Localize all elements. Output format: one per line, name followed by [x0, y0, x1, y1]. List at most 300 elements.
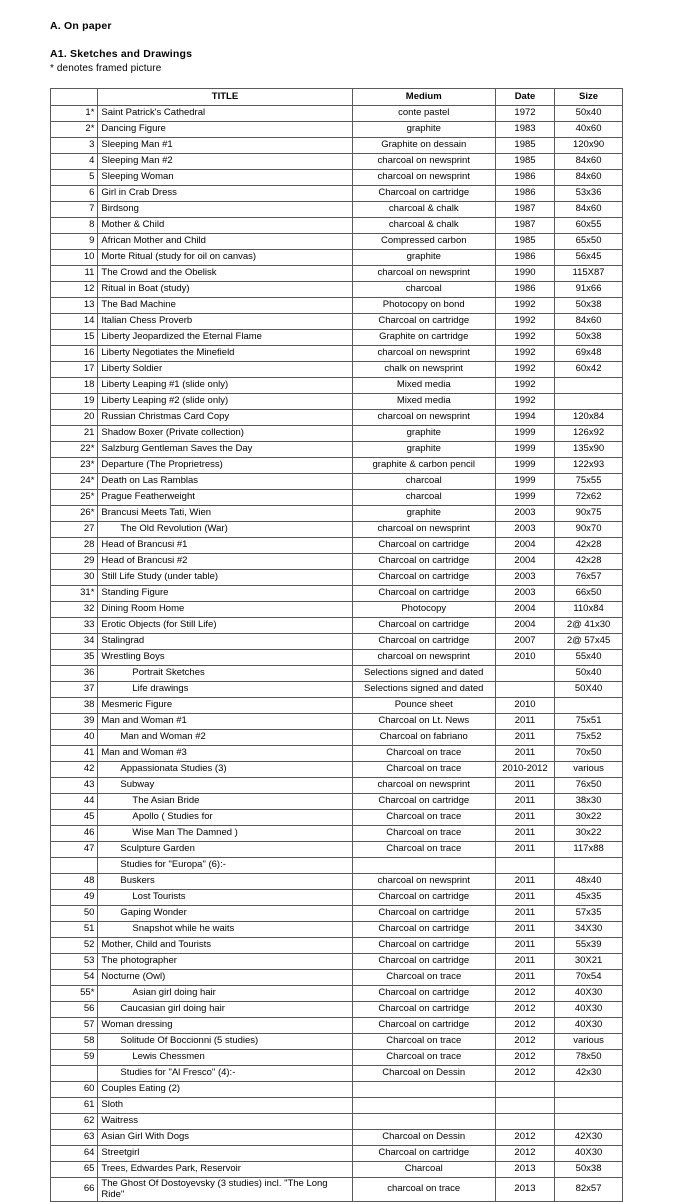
- cell-number: 20: [51, 410, 98, 426]
- cell-medium: Charcoal on Lt. News: [352, 714, 495, 730]
- cell-date: 1987: [495, 202, 554, 218]
- cell-medium: charcoal on newsprint: [352, 410, 495, 426]
- cell-medium: charcoal on trace: [352, 1178, 495, 1202]
- cell-medium: Mixed media: [352, 394, 495, 410]
- table-row: [51, 234, 623, 250]
- cell-title: Liberty Soldier: [98, 362, 352, 378]
- cell-date: 2011: [495, 714, 554, 730]
- cell-title: Trees, Edwardes Park, Reservoir: [98, 1162, 352, 1178]
- cell-size: 75x51: [555, 714, 623, 730]
- cell-number: 29: [51, 554, 98, 570]
- cell-title: Subway: [98, 778, 352, 794]
- cell-date: 1992: [495, 346, 554, 362]
- table-row: [51, 202, 623, 218]
- table-row: [51, 810, 623, 826]
- column-header-size: Size: [555, 89, 623, 106]
- artwork-inventory-table: [50, 88, 623, 1202]
- column-header-number: [51, 89, 98, 106]
- table-row: [51, 1018, 623, 1034]
- cell-number: 9: [51, 234, 98, 250]
- cell-title: Liberty Negotiates the Minefield: [98, 346, 352, 362]
- table-row: [51, 522, 623, 538]
- cell-number: 2*: [51, 122, 98, 138]
- cell-size: 42x30: [555, 1066, 623, 1082]
- section-heading-a1: A1. Sketches and Drawings: [50, 48, 193, 60]
- cell-number: [51, 1066, 98, 1082]
- cell-date: 2011: [495, 938, 554, 954]
- cell-title: Ritual in Boat (study): [98, 282, 352, 298]
- cell-size: 34X30: [555, 922, 623, 938]
- cell-medium: Charcoal on fabriano: [352, 730, 495, 746]
- cell-title: Asian Girl With Dogs: [98, 1130, 352, 1146]
- cell-medium: Charcoal on cartridge: [352, 314, 495, 330]
- table-row: [51, 266, 623, 282]
- cell-number: 55*: [51, 986, 98, 1002]
- cell-title: Head of Brancusi #1: [98, 538, 352, 554]
- table-row: [51, 762, 623, 778]
- cell-date: 2013: [495, 1178, 554, 1202]
- cell-title: Sculpture Garden: [98, 842, 352, 858]
- column-header-medium: Medium: [352, 89, 495, 106]
- cell-number: 45: [51, 810, 98, 826]
- cell-size: 75x55: [555, 474, 623, 490]
- cell-number: 27: [51, 522, 98, 538]
- cell-date: 2010: [495, 650, 554, 666]
- cell-size: 120x90: [555, 138, 623, 154]
- cell-title: Head of Brancusi #2: [98, 554, 352, 570]
- cell-medium: Charcoal on cartridge: [352, 922, 495, 938]
- cell-size: 40X30: [555, 1002, 623, 1018]
- cell-number: 32: [51, 602, 98, 618]
- cell-medium: Photocopy on bond: [352, 298, 495, 314]
- cell-size: 53x36: [555, 186, 623, 202]
- table-row: [51, 250, 623, 266]
- cell-title: Morte Ritual (study for oil on canvas): [98, 250, 352, 266]
- cell-medium: charcoal on newsprint: [352, 778, 495, 794]
- cell-size: [555, 394, 623, 410]
- cell-date: 1992: [495, 314, 554, 330]
- cell-number: 46: [51, 826, 98, 842]
- cell-title: Sloth: [98, 1098, 352, 1114]
- cell-medium: Charcoal on cartridge: [352, 186, 495, 202]
- cell-title: The photographer: [98, 954, 352, 970]
- cell-number: 8: [51, 218, 98, 234]
- cell-size: 60x42: [555, 362, 623, 378]
- cell-number: 13: [51, 298, 98, 314]
- cell-date: 2004: [495, 618, 554, 634]
- table-row: [51, 778, 623, 794]
- cell-date: 2011: [495, 826, 554, 842]
- cell-medium: Selections signed and dated: [352, 682, 495, 698]
- table-row: [51, 1098, 623, 1114]
- table-row: [51, 698, 623, 714]
- column-header-title: TITLE: [98, 89, 352, 106]
- cell-title: Liberty Jeopardized the Eternal Flame: [98, 330, 352, 346]
- cell-title: The Bad Machine: [98, 298, 352, 314]
- table-row: [51, 138, 623, 154]
- cell-size: 117x88: [555, 842, 623, 858]
- cell-date: 2011: [495, 874, 554, 890]
- cell-title: The Ghost Of Dostoyevsky (3 studies) incl. "The Long Ride": [98, 1178, 352, 1202]
- table-row: [51, 506, 623, 522]
- table-row: [51, 1178, 623, 1202]
- cell-date: 2010: [495, 698, 554, 714]
- cell-medium: graphite: [352, 426, 495, 442]
- table-row: [51, 554, 623, 570]
- cell-size: 50X40: [555, 682, 623, 698]
- cell-size: 38x30: [555, 794, 623, 810]
- cell-number: 57: [51, 1018, 98, 1034]
- cell-size: 65x50: [555, 234, 623, 250]
- cell-title: Standing Figure: [98, 586, 352, 602]
- cell-title: Studies for "Europa" (6):-: [98, 858, 352, 874]
- cell-date: 2003: [495, 570, 554, 586]
- cell-size: 60x55: [555, 218, 623, 234]
- cell-title: Couples Eating (2): [98, 1082, 352, 1098]
- cell-size: 48x40: [555, 874, 623, 890]
- cell-medium: Photocopy: [352, 602, 495, 618]
- cell-number: 40: [51, 730, 98, 746]
- cell-medium: Charcoal on cartridge: [352, 938, 495, 954]
- table-row: [51, 218, 623, 234]
- cell-medium: Charcoal on cartridge: [352, 554, 495, 570]
- cell-size: 2@ 57x45: [555, 634, 623, 650]
- cell-size: 66x50: [555, 586, 623, 602]
- cell-date: 1992: [495, 378, 554, 394]
- table-row: [51, 586, 623, 602]
- cell-size: 42x28: [555, 554, 623, 570]
- cell-size: 110x84: [555, 602, 623, 618]
- table-row: [51, 490, 623, 506]
- cell-size: 55x39: [555, 938, 623, 954]
- cell-date: 1999: [495, 474, 554, 490]
- cell-title: Sleeping Woman: [98, 170, 352, 186]
- cell-medium: Charcoal on cartridge: [352, 1146, 495, 1162]
- cell-date: 2012: [495, 1034, 554, 1050]
- cell-number: 6: [51, 186, 98, 202]
- cell-medium: charcoal & chalk: [352, 202, 495, 218]
- cell-medium: conte pastel: [352, 106, 495, 122]
- cell-date: 1999: [495, 490, 554, 506]
- cell-size: [555, 1082, 623, 1098]
- cell-size: 75x52: [555, 730, 623, 746]
- cell-title: Gaping Wonder: [98, 906, 352, 922]
- cell-medium: Charcoal on cartridge: [352, 1018, 495, 1034]
- table-row: [51, 858, 623, 874]
- table-row: [51, 346, 623, 362]
- cell-title: Liberty Leaping #1 (slide only): [98, 378, 352, 394]
- table-row: [51, 618, 623, 634]
- cell-number: 53: [51, 954, 98, 970]
- cell-title: Stalingrad: [98, 634, 352, 650]
- cell-title: Man and Woman #2: [98, 730, 352, 746]
- cell-number: 37: [51, 682, 98, 698]
- table-row: [51, 426, 623, 442]
- cell-medium: chalk on newsprint: [352, 362, 495, 378]
- table-row: [51, 650, 623, 666]
- cell-medium: Charcoal on cartridge: [352, 538, 495, 554]
- cell-size: [555, 1098, 623, 1114]
- cell-title: Still Life Study (under table): [98, 570, 352, 586]
- table-row: [51, 1130, 623, 1146]
- cell-medium: [352, 1082, 495, 1098]
- cell-size: 122x93: [555, 458, 623, 474]
- table-row: [51, 474, 623, 490]
- table-header-row: [51, 89, 623, 106]
- cell-date: 1999: [495, 426, 554, 442]
- cell-medium: Mixed media: [352, 378, 495, 394]
- cell-date: 1990: [495, 266, 554, 282]
- table-row: [51, 1034, 623, 1050]
- cell-title: The Old Revolution (War): [98, 522, 352, 538]
- cell-size: 42x28: [555, 538, 623, 554]
- cell-number: 31*: [51, 586, 98, 602]
- cell-size: 50x40: [555, 666, 623, 682]
- cell-size: various: [555, 1034, 623, 1050]
- cell-number: 23*: [51, 458, 98, 474]
- cell-size: 50x38: [555, 330, 623, 346]
- cell-date: [495, 858, 554, 874]
- cell-date: [495, 1114, 554, 1130]
- cell-medium: Charcoal on trace: [352, 1034, 495, 1050]
- table-row: [51, 442, 623, 458]
- cell-medium: Charcoal on cartridge: [352, 634, 495, 650]
- cell-date: 2012: [495, 1066, 554, 1082]
- table-row: [51, 938, 623, 954]
- cell-date: 2012: [495, 1018, 554, 1034]
- cell-title: Apollo ( Studies for: [98, 810, 352, 826]
- cell-medium: charcoal on newsprint: [352, 874, 495, 890]
- cell-date: [495, 666, 554, 682]
- table-row: [51, 1082, 623, 1098]
- cell-size: 30x22: [555, 810, 623, 826]
- cell-medium: charcoal on newsprint: [352, 346, 495, 362]
- cell-medium: graphite: [352, 442, 495, 458]
- cell-date: 2011: [495, 730, 554, 746]
- cell-title: Sleeping Man #1: [98, 138, 352, 154]
- table-row: [51, 602, 623, 618]
- cell-date: 2011: [495, 794, 554, 810]
- cell-date: 1986: [495, 170, 554, 186]
- cell-medium: Compressed carbon: [352, 234, 495, 250]
- cell-size: 56x45: [555, 250, 623, 266]
- table-row: [51, 874, 623, 890]
- cell-date: 2013: [495, 1162, 554, 1178]
- cell-number: 42: [51, 762, 98, 778]
- cell-title: Solitude Of Boccionni (5 studies): [98, 1034, 352, 1050]
- table-row: [51, 362, 623, 378]
- cell-size: 2@ 41x30: [555, 618, 623, 634]
- cell-size: 84x60: [555, 202, 623, 218]
- table-row: [51, 378, 623, 394]
- cell-number: 11: [51, 266, 98, 282]
- cell-size: 76x50: [555, 778, 623, 794]
- cell-title: Saint Patrick's Cathedral: [98, 106, 352, 122]
- cell-title: The Crowd and the Obelisk: [98, 266, 352, 282]
- cell-date: 2011: [495, 778, 554, 794]
- cell-medium: Charcoal on cartridge: [352, 618, 495, 634]
- cell-size: [555, 698, 623, 714]
- cell-date: 2010-2012: [495, 762, 554, 778]
- cell-date: 1994: [495, 410, 554, 426]
- cell-number: 15: [51, 330, 98, 346]
- cell-size: 40x60: [555, 122, 623, 138]
- table-row: [51, 1162, 623, 1178]
- table-row: [51, 906, 623, 922]
- cell-title: Dining Room Home: [98, 602, 352, 618]
- cell-date: 2003: [495, 586, 554, 602]
- cell-size: 76x57: [555, 570, 623, 586]
- cell-title: Streetgirl: [98, 1146, 352, 1162]
- cell-date: 2004: [495, 602, 554, 618]
- cell-date: 2012: [495, 1146, 554, 1162]
- cell-size: various: [555, 762, 623, 778]
- cell-date: 1985: [495, 138, 554, 154]
- cell-number: 61: [51, 1098, 98, 1114]
- cell-number: 16: [51, 346, 98, 362]
- cell-number: 63: [51, 1130, 98, 1146]
- cell-size: 40X30: [555, 1146, 623, 1162]
- cell-medium: Charcoal: [352, 1162, 495, 1178]
- cell-date: 2004: [495, 538, 554, 554]
- cell-title: Buskers: [98, 874, 352, 890]
- cell-size: [555, 1114, 623, 1130]
- cell-size: 82x57: [555, 1178, 623, 1202]
- table-row: [51, 730, 623, 746]
- cell-medium: charcoal on newsprint: [352, 650, 495, 666]
- cell-medium: Charcoal on Dessin: [352, 1130, 495, 1146]
- cell-size: [555, 378, 623, 394]
- cell-title: Man and Woman #1: [98, 714, 352, 730]
- cell-title: Wrestling Boys: [98, 650, 352, 666]
- cell-medium: charcoal on newsprint: [352, 266, 495, 282]
- table-row: [51, 746, 623, 762]
- cell-date: 2011: [495, 842, 554, 858]
- cell-medium: [352, 1098, 495, 1114]
- cell-title: Appassionata Studies (3): [98, 762, 352, 778]
- table-row: [51, 330, 623, 346]
- cell-date: 2012: [495, 986, 554, 1002]
- cell-number: 56: [51, 1002, 98, 1018]
- cell-number: 51: [51, 922, 98, 938]
- cell-title: Mother, Child and Tourists: [98, 938, 352, 954]
- cell-number: 41: [51, 746, 98, 762]
- table-row: [51, 170, 623, 186]
- cell-medium: Charcoal on trace: [352, 810, 495, 826]
- cell-medium: Charcoal on cartridge: [352, 890, 495, 906]
- cell-number: 43: [51, 778, 98, 794]
- cell-date: 1985: [495, 154, 554, 170]
- cell-title: African Mother and Child: [98, 234, 352, 250]
- table-row: [51, 1066, 623, 1082]
- cell-number: 66: [51, 1178, 98, 1202]
- cell-number: 44: [51, 794, 98, 810]
- cell-title: Italian Chess Proverb: [98, 314, 352, 330]
- table-row: [51, 314, 623, 330]
- cell-date: 2012: [495, 1002, 554, 1018]
- cell-number: 62: [51, 1114, 98, 1130]
- cell-title: Life drawings: [98, 682, 352, 698]
- cell-number: 25*: [51, 490, 98, 506]
- cell-medium: charcoal: [352, 474, 495, 490]
- table-row: [51, 666, 623, 682]
- cell-number: 60: [51, 1082, 98, 1098]
- cell-size: 42X30: [555, 1130, 623, 1146]
- table-row: [51, 394, 623, 410]
- cell-medium: Charcoal on cartridge: [352, 986, 495, 1002]
- cell-number: 1*: [51, 106, 98, 122]
- cell-number: 24*: [51, 474, 98, 490]
- table-row: [51, 970, 623, 986]
- cell-medium: charcoal on newsprint: [352, 522, 495, 538]
- cell-title: Mesmeric Figure: [98, 698, 352, 714]
- cell-number: 54: [51, 970, 98, 986]
- cell-title: Liberty Leaping #2 (slide only): [98, 394, 352, 410]
- cell-date: 1992: [495, 362, 554, 378]
- table-row: [51, 1146, 623, 1162]
- cell-title: Portrait Sketches: [98, 666, 352, 682]
- cell-medium: Charcoal on trace: [352, 970, 495, 986]
- table-row: [51, 1002, 623, 1018]
- cell-medium: Charcoal on cartridge: [352, 570, 495, 586]
- table-row: [51, 890, 623, 906]
- cell-title: Mother & Child: [98, 218, 352, 234]
- cell-date: 1999: [495, 458, 554, 474]
- cell-medium: charcoal on newsprint: [352, 170, 495, 186]
- cell-date: [495, 1082, 554, 1098]
- cell-title: Lost Tourists: [98, 890, 352, 906]
- cell-size: 72x62: [555, 490, 623, 506]
- cell-medium: Graphite on dessain: [352, 138, 495, 154]
- cell-date: [495, 1098, 554, 1114]
- cell-date: 1986: [495, 282, 554, 298]
- cell-size: 50x38: [555, 1162, 623, 1178]
- framed-picture-note: * denotes framed picture: [50, 63, 162, 74]
- cell-date: 2011: [495, 810, 554, 826]
- table-row: [51, 538, 623, 554]
- cell-size: 120x84: [555, 410, 623, 426]
- cell-size: 69x48: [555, 346, 623, 362]
- cell-date: 2011: [495, 970, 554, 986]
- cell-size: 70x54: [555, 970, 623, 986]
- table-row: [51, 154, 623, 170]
- table-row: [51, 122, 623, 138]
- cell-number: 28: [51, 538, 98, 554]
- cell-number: 30: [51, 570, 98, 586]
- cell-date: 1999: [495, 442, 554, 458]
- cell-number: 59: [51, 1050, 98, 1066]
- cell-medium: Pounce sheet: [352, 698, 495, 714]
- cell-title: Studies for "Al Fresco" (4):-: [98, 1066, 352, 1082]
- cell-number: 22*: [51, 442, 98, 458]
- cell-title: Woman dressing: [98, 1018, 352, 1034]
- cell-medium: Selections signed and dated: [352, 666, 495, 682]
- cell-number: 38: [51, 698, 98, 714]
- cell-date: 2011: [495, 890, 554, 906]
- cell-size: 40X30: [555, 1018, 623, 1034]
- column-header-date: Date: [495, 89, 554, 106]
- cell-date: 2003: [495, 506, 554, 522]
- cell-date: 2012: [495, 1050, 554, 1066]
- cell-title: Man and Woman #3: [98, 746, 352, 762]
- table-row: [51, 282, 623, 298]
- cell-size: 40X30: [555, 986, 623, 1002]
- cell-size: 84x60: [555, 314, 623, 330]
- cell-size: 78x50: [555, 1050, 623, 1066]
- cell-number: 10: [51, 250, 98, 266]
- cell-number: 7: [51, 202, 98, 218]
- cell-medium: Charcoal on Dessin: [352, 1066, 495, 1082]
